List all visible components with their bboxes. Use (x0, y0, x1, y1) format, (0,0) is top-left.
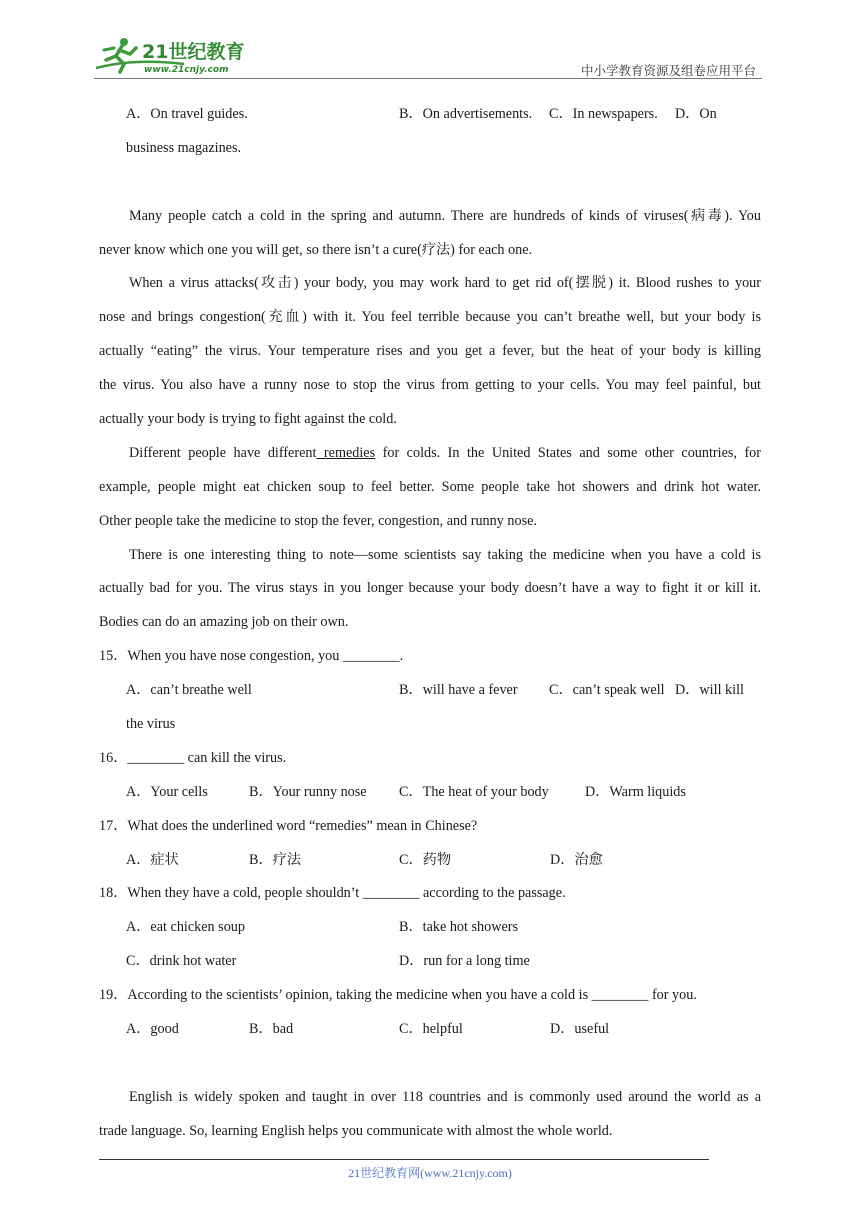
passage-line: When a virus attacks(攻击) your body, you may work hard to get rid of(摆脱) it. Blood rushes to your (129, 275, 761, 292)
passage-line: Bodies can do an amazing job on their own. (99, 614, 349, 631)
question-stem-15: 15．When you have nose congestion, you ________. (99, 648, 404, 665)
q18-options-row-2 (99, 945, 761, 979)
q16-option-a: A．Your cells (126, 783, 208, 800)
passage-line: Many people catch a cold in the spring and autumn. There are hundreds of kinds of viruses(病毒). You (129, 207, 761, 224)
question-stem-16: 16．________ can kill the virus. (99, 749, 287, 766)
q15-options-row (99, 674, 761, 708)
q19-option-a: A．good (126, 1021, 179, 1038)
q17-option-a: A．症状 (126, 851, 179, 868)
underlined-word-remedies: remedies (316, 444, 376, 461)
passage-line: actually bad for you. The virus stays in you longer because your body doesn’t have a way to fight it or kill it. (99, 580, 761, 597)
q16-option-d: D．Warm liquids (585, 783, 686, 800)
q18-option-b: B．take hot showers (399, 919, 519, 936)
q14-option-b: B．On advertisements. (399, 106, 533, 122)
passage-line: nose and brings congestion(充血) with it. You feel terrible because you can’t breathe well, but your body is (99, 309, 761, 326)
footer-divider (99, 1159, 709, 1160)
q16-options-row (99, 776, 761, 810)
passage2-line: English is widely spoken and taught in over 118 countries and is commonly used around the world as a (129, 1088, 761, 1105)
q14-option-d: D．On (675, 106, 717, 122)
passage-line: the virus. You also have a runny nose to stop the virus from getting to your cells. You may feel painful, but (99, 377, 761, 394)
q19-option-b: B．bad (249, 1021, 294, 1038)
q15-option-d: D．will kill (675, 682, 744, 699)
logo-url: www.21cnjy.com (144, 65, 229, 75)
document-body (99, 98, 761, 1149)
q15-option-c: C．can’t speak well (549, 682, 665, 699)
q16-option-c: C．The heat of your body (399, 783, 549, 800)
passage-line: never know which one you will get, so there isn’t a cure(疗法) for each one. (99, 241, 533, 258)
blank-line (99, 1047, 761, 1081)
passage-line: actually “eating” the virus. Your temperature rises and you get a fever, but the heat of your body is killing (99, 343, 761, 360)
page-header (94, 28, 762, 80)
site-name: 中小学教育资源及组卷应用平台 (580, 63, 756, 78)
q17-option-b: B．疗法 (249, 851, 302, 868)
passage-line: There is one interesting thing to note—some scientists say taking the medicine when you have a cold is (129, 546, 761, 563)
question-stem-19: 19．According to the scientists’ opinion, taking the medicine when you have a cold is ________ for you. (99, 987, 697, 1004)
q18-options-row-1 (99, 911, 761, 945)
q14-option-c: C．In newspapers. (549, 106, 658, 122)
blank-line (99, 166, 761, 200)
q14-option-d-cont: business magazines. (126, 139, 242, 156)
passage-line: actually your body is trying to fight against the cold. (99, 411, 397, 428)
question-stem-18: 18．When they have a cold, people shouldn’t ________ according to the passage. (99, 885, 566, 902)
logo-text: 21世纪教育 (142, 41, 245, 63)
q14-option-a: A．On travel guides. (126, 106, 248, 122)
q17-options-row (99, 844, 761, 878)
q17-option-c: C．药物 (399, 851, 452, 868)
header-divider (94, 78, 762, 79)
logo-runner-icon (94, 34, 264, 76)
question-stem-17: 17．What does the underlined word “remedies” mean in Chinese? (99, 817, 478, 834)
passage-line: Other people take the medicine to stop the fever, congestion, and runny nose. (99, 512, 537, 529)
q15-option-b: B．will have a fever (399, 682, 518, 699)
q18-option-a: A．eat chicken soup (126, 919, 245, 936)
q19-option-d: D．useful (550, 1021, 610, 1038)
q19-options-row (99, 1013, 761, 1047)
q15-option-a: A．can’t breathe well (126, 682, 252, 699)
q17-option-d: D．治愈 (550, 851, 603, 868)
q18-option-d: D．run for a long time (399, 953, 530, 970)
q15-option-d-cont: the virus (126, 716, 176, 733)
q19-option-c: C．helpful (399, 1021, 463, 1038)
q14-options-row (99, 98, 761, 132)
q18-option-c: C．drink hot water (126, 953, 237, 970)
passage-line: example, people might eat chicken soup to feel better. Some people take hot showers and drink hot water. (99, 478, 761, 495)
q16-option-b: B．Your runny nose (249, 783, 367, 800)
passage-text: for colds. In the United States and some other countries, for (375, 444, 761, 461)
passage-text: Different people have different (129, 444, 317, 461)
footer-text: 21世纪教育网(www.21cnjy.com) (348, 1166, 512, 1180)
passage-line (99, 437, 761, 471)
passage2-line: trade language. So, learning English helps you communicate with almost the whole world. (99, 1122, 613, 1139)
